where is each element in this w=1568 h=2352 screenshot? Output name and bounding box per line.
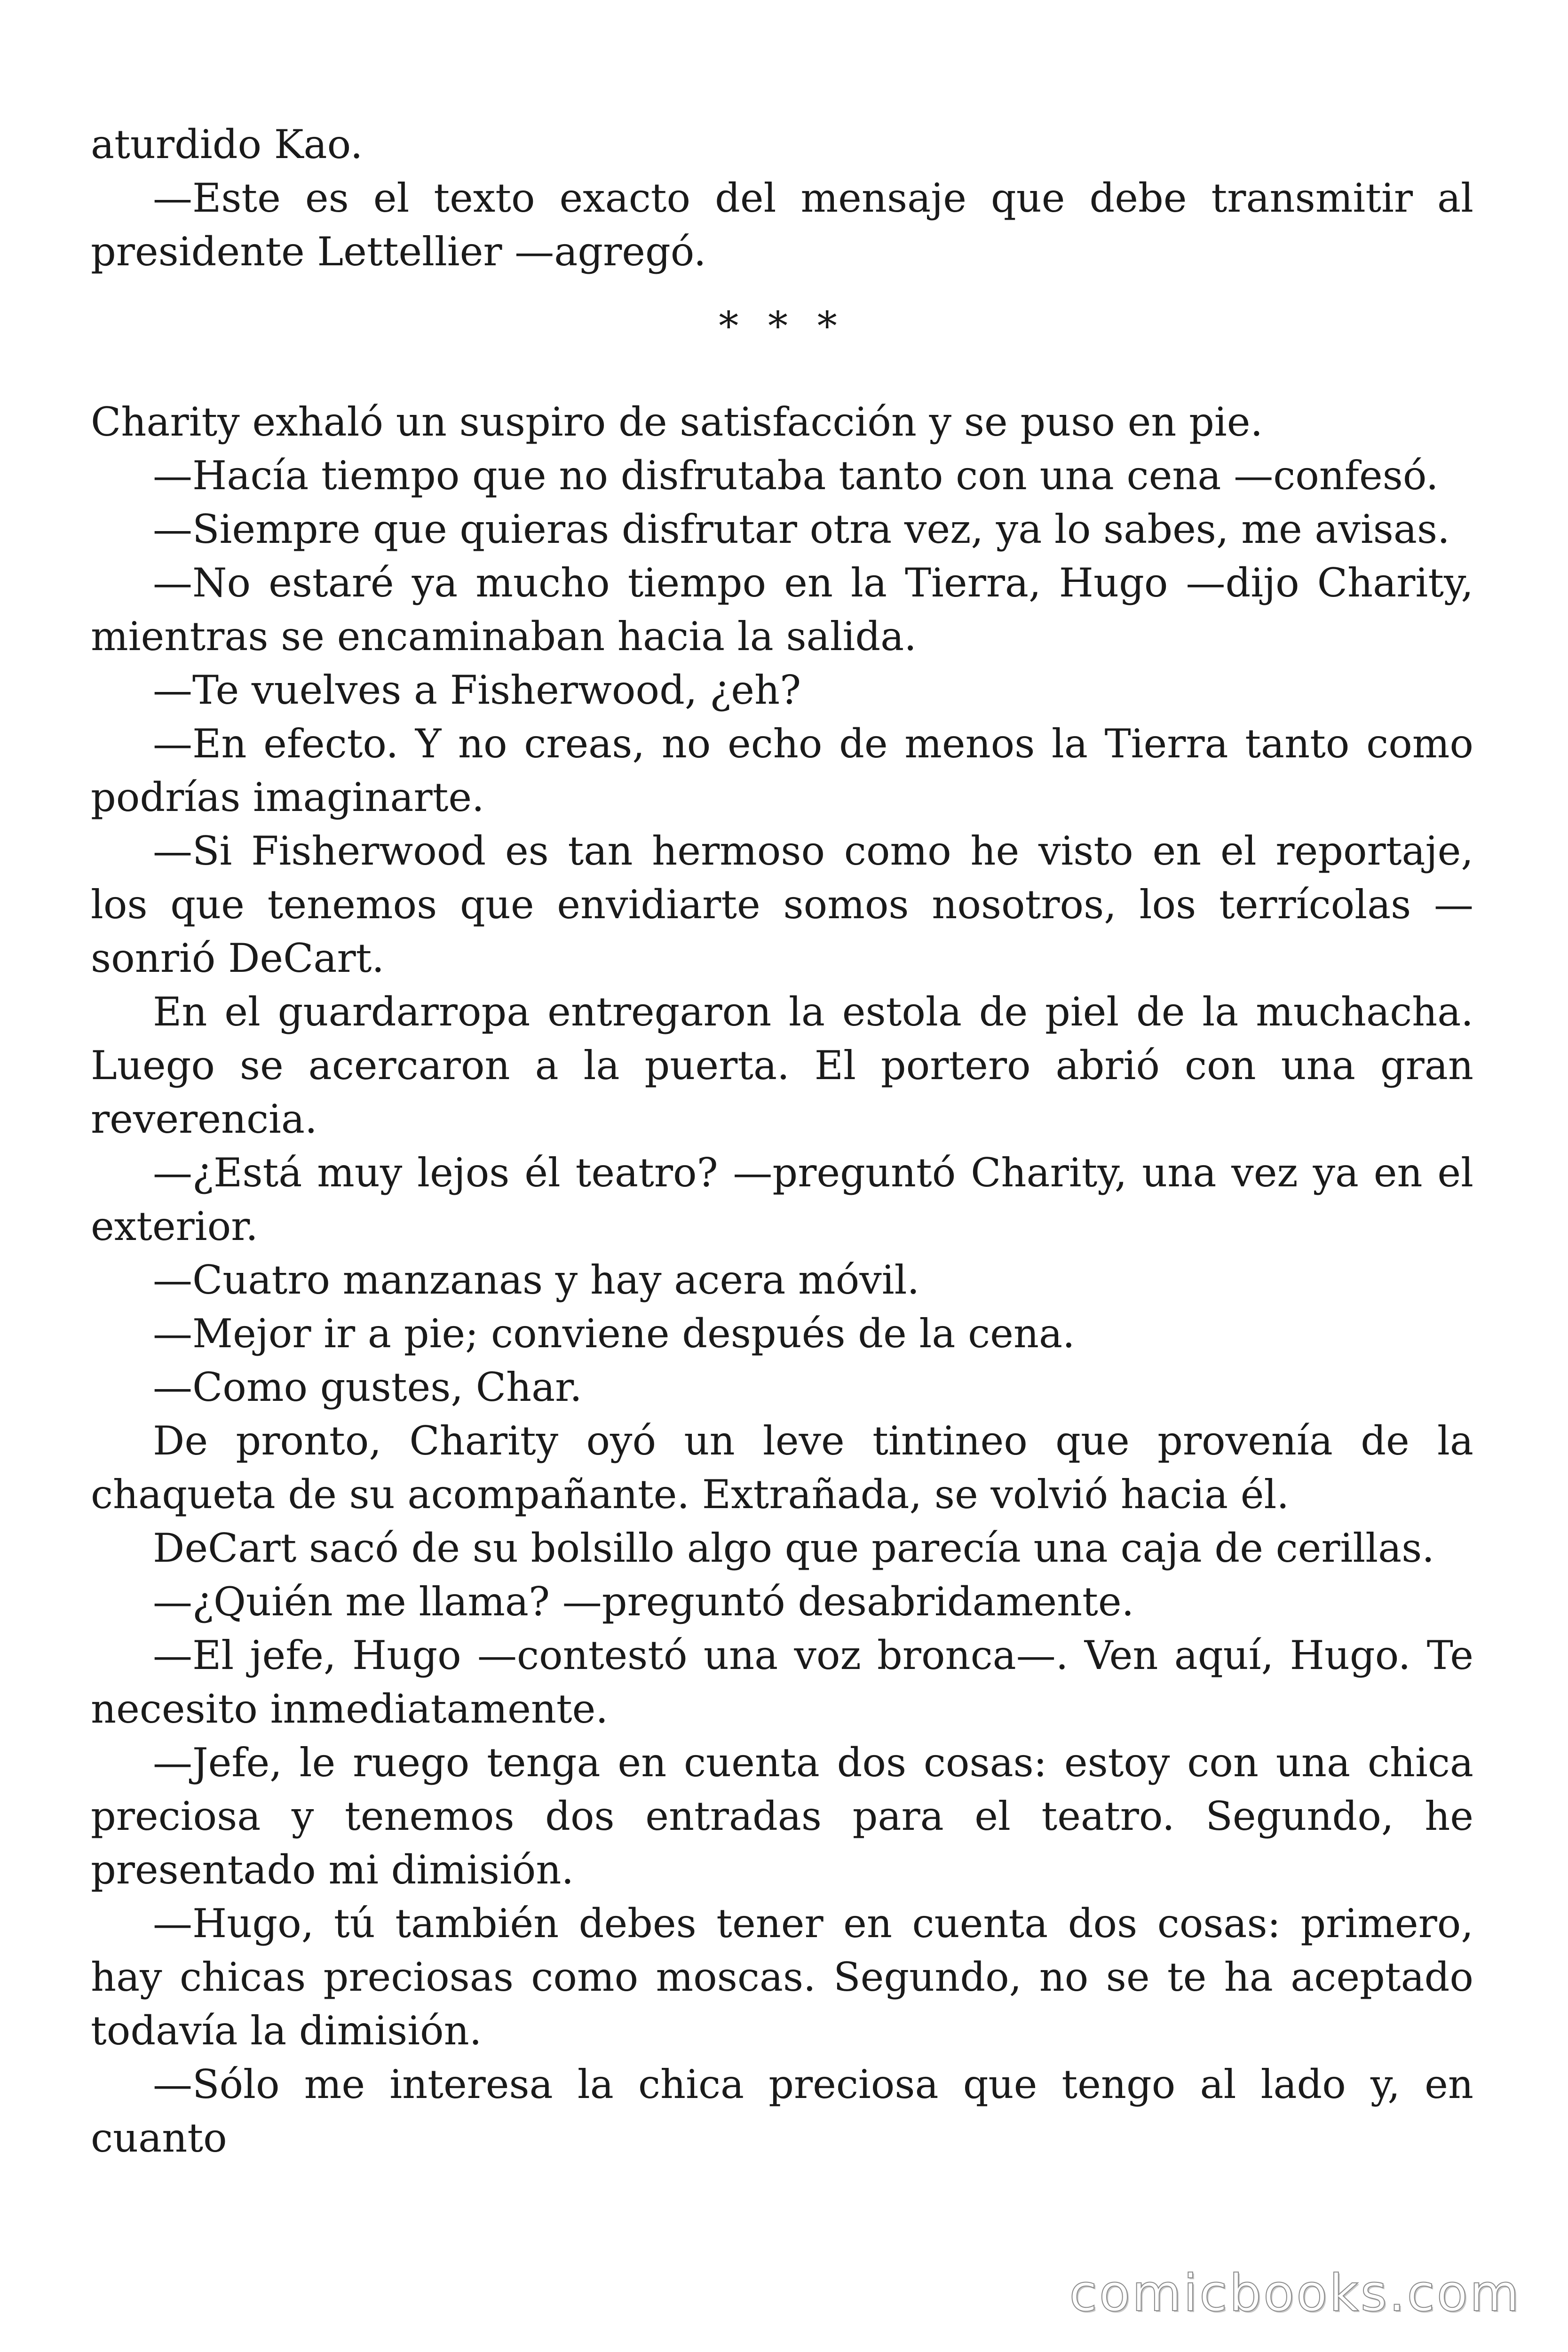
paragraph: —Hacía tiempo que no disfrutaba tanto con una cena —confesó.: [153, 453, 1439, 499]
paragraph: Charity exhaló un suspiro de satisfacción y se puso en pie.: [91, 399, 1263, 445]
paragraph: —En efecto. Y no creas, no echo de menos la Tierra tanto como podrías imaginarte.: [91, 721, 1473, 820]
paragraph: —Siempre que quieras disfrutar otra vez, ya lo sabes, me avisas.: [153, 506, 1450, 552]
paragraph: —Hugo, tú también debes tener en cuenta dos cosas: primero, hay chicas preciosas como moscas. Segundo, no se te ha aceptado todavía la dimisión.: [91, 1900, 1473, 2054]
paragraph: De pronto, Charity oyó un leve tintineo que provenía de la chaqueta de su acompañante. Extrañada, se volvió hacia él.: [91, 1418, 1473, 1518]
paragraph: —Te vuelves a Fisherwood, ¿eh?: [153, 667, 801, 713]
paragraph: —Jefe, le ruego tenga en cuenta dos cosas: estoy con una chica preciosa y tenemos dos entradas para el teatro. Segundo, he presentado mi dimisión.: [91, 1740, 1473, 1893]
paragraph: —Como gustes, Char.: [153, 1364, 582, 1410]
paragraph: aturdido Kao.: [91, 121, 363, 167]
paragraph: —Mejor ir a pie; conviene después de la cena.: [153, 1311, 1075, 1357]
paragraph: —Cuatro manzanas y hay acera móvil.: [153, 1257, 920, 1303]
paragraph: —¿Está muy lejos él teatro? —preguntó Charity, una vez ya en el exterior.: [91, 1150, 1473, 1249]
paragraph: —Este es el texto exacto del mensaje que debe transmitir al presidente Lettellier —agregó.: [91, 175, 1473, 275]
paragraph: —¿Quién me llama? —preguntó desabridamente.: [153, 1579, 1134, 1625]
paragraph: —El jefe, Hugo —contestó una voz bronca—. Ven aquí, Hugo. Te necesito inmediatamente.: [91, 1632, 1473, 1732]
paragraph: —Si Fisherwood es tan hermoso como he visto en el reportaje, los que tenemos que envidiarte somos nosotros, los terrícolas —sonrió DeCart.: [91, 828, 1473, 981]
text-column: [91, 118, 1473, 2165]
paragraph: DeCart sacó de su bolsillo algo que parecía una caja de cerillas.: [153, 1525, 1434, 1571]
paragraph: —Sólo me interesa la chica preciosa que tengo al lado y, en cuanto: [91, 2061, 1473, 2161]
watermark: comicbooks.com: [1069, 2264, 1521, 2323]
scene-break: * * *: [719, 303, 846, 349]
paragraph: En el guardarropa entregaron la estola de piel de la muchacha. Luego se acercaron a la puerta. El portero abrió con una gran reverencia.: [91, 989, 1473, 1142]
paragraph: —No estaré ya mucho tiempo en la Tierra, Hugo —dijo Charity, mientras se encaminaban hacia la salida.: [91, 560, 1473, 660]
